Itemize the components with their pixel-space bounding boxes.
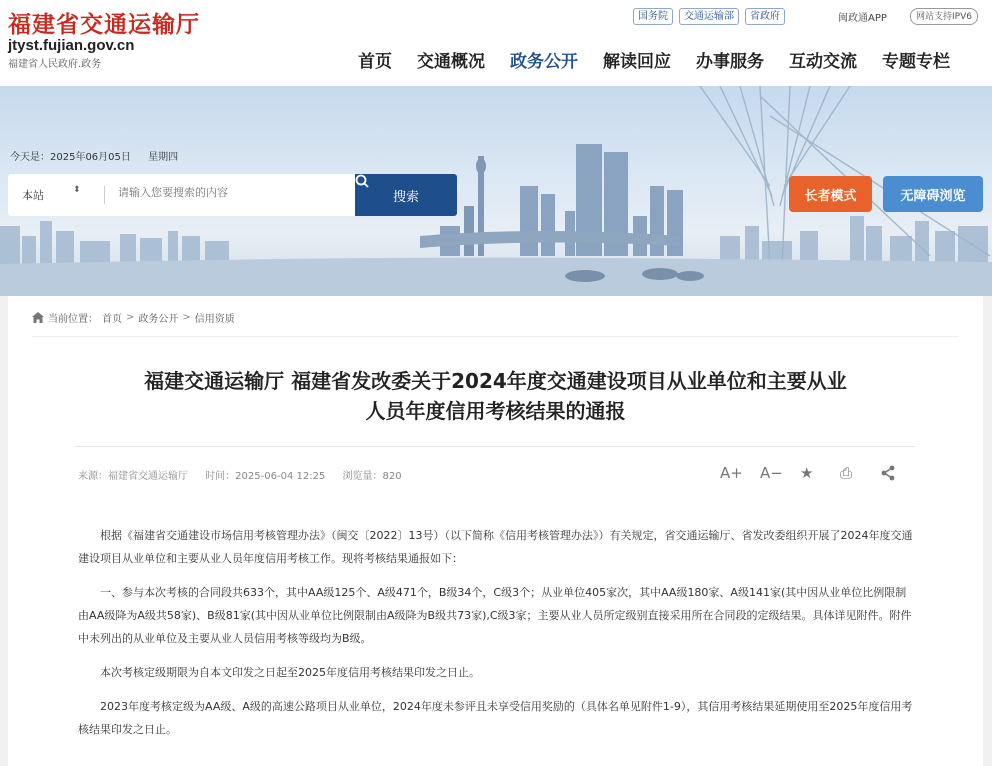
print-icon[interactable]: ⎙	[840, 464, 853, 482]
nav-interpretation[interactable]: 解读回应	[603, 52, 671, 72]
breadcrumb-home[interactable]: 首页	[102, 314, 122, 325]
article-tools	[720, 462, 920, 484]
breadcrumb-separator: >	[126, 312, 135, 323]
breadcrumb-credit[interactable]: 信用资质	[194, 314, 235, 325]
date-row	[10, 148, 192, 163]
search-divider	[104, 186, 105, 204]
article-panel	[8, 296, 983, 766]
site-logo-title[interactable]: 福建省交通运输厅	[8, 11, 200, 38]
article-views: 浏览量：820	[342, 471, 402, 482]
article-paragraph: 一、参与本次考核的合同段共633个，其中AA级125个、A级471个，B级34个，C级3个；从业单位405家次，其中AA级180家、A级141家(其中因从业单位比例限制由AA级降为A级共58家)、B级81家(其中因从业单位比例限制由A级降为B级共73家),C级3家；主要从业人员所定级别直接采用所在合同段的定级结果。具体详见附件。附件中未列出的从业单位及主要从业人员信用考核等级均为B级。	[78, 586, 912, 645]
article-source: 来源：福建省交通运输厅	[78, 471, 188, 482]
font-decrease-button[interactable]: A−	[760, 464, 783, 482]
breadcrumb	[32, 310, 235, 325]
article-paragraph: 本次考核定级期限为自本文印发之日起至2025年度信用考核结果印发之日止。	[100, 666, 480, 679]
nav-services[interactable]: 办事服务	[696, 52, 764, 72]
article-meta	[78, 467, 416, 482]
search-scope-select[interactable]: 本站	[22, 189, 44, 202]
article-title-line1: 福建交通运输厅 福建省发改委关于2024年度交通建设项目从业单位和主要从业	[144, 369, 847, 393]
banner	[0, 86, 992, 296]
breadcrumb-separator: >	[182, 312, 191, 323]
font-increase-button[interactable]: A+	[720, 464, 743, 482]
top-link-state-council[interactable]: 国务院	[633, 8, 673, 25]
nav-overview[interactable]: 交通概况	[417, 52, 485, 72]
search-button-label: 搜索	[392, 189, 419, 205]
divider	[75, 446, 915, 447]
today-date: 今天是：2025年06月05日	[10, 152, 131, 163]
top-links	[633, 8, 785, 25]
updown-arrows-icon[interactable]: ⬍	[73, 185, 81, 195]
favorite-icon[interactable]: ★	[800, 464, 814, 482]
top-link-province-gov[interactable]: 省政府	[745, 8, 785, 25]
site-subtitle: 福建省人民政府.政务	[8, 59, 102, 70]
site-header	[0, 0, 992, 86]
search-input[interactable]	[118, 187, 348, 199]
accessibility-button[interactable]: 无障碍浏览	[883, 176, 983, 212]
article-title-line2: 人员年度信用考核结果的通报	[365, 399, 626, 423]
search-button[interactable]	[355, 174, 457, 216]
weekday: 星期四	[148, 152, 179, 163]
article-paragraph: 根据《福建省交通建设市场信用考核管理办法》（闽交〔2022〕13号）（以下简称《信用考核管理办法》）有关规定，省交通运输厅、省发改委组织开展了2024年度交通建设项目从业单位和主要从业人员年度信用考核工作。现将考核结果通报如下：	[78, 529, 913, 565]
main-nav	[358, 47, 975, 72]
breadcrumb-gov-affairs[interactable]: 政务公开	[138, 314, 179, 325]
search-icon	[355, 174, 369, 188]
article-body	[78, 524, 913, 752]
nav-gov-affairs[interactable]: 政务公开	[510, 52, 578, 72]
nav-special[interactable]: 专题专栏	[882, 52, 950, 72]
app-link[interactable]: 闽政通APP	[838, 13, 887, 24]
site-domain: jtyst.fujian.gov.cn	[8, 37, 135, 54]
article-title	[48, 366, 943, 426]
share-icon[interactable]	[880, 462, 920, 484]
nav-home[interactable]: 首页	[358, 52, 392, 72]
breadcrumb-label: 当前位置：	[48, 314, 98, 325]
divider	[32, 336, 959, 337]
ipv6-badge: 网站支持IPV6	[910, 8, 978, 25]
article-paragraph: 2023年度考核定级为AA级、A级的高速公路项目从业单位，2024年度未参评且未享受信用奖励的（具体名单见附件1-9），其信用考核结果延期使用至2025年度信用考核结果印发之日止。	[78, 700, 913, 736]
home-icon	[32, 312, 44, 323]
top-link-ministry[interactable]: 交通运输部	[679, 8, 739, 25]
article-time: 时间：2025-06-04 12:25	[205, 471, 326, 482]
elder-mode-button[interactable]: 长者模式	[789, 176, 872, 212]
search-box	[8, 174, 457, 216]
nav-interaction[interactable]: 互动交流	[789, 52, 857, 72]
